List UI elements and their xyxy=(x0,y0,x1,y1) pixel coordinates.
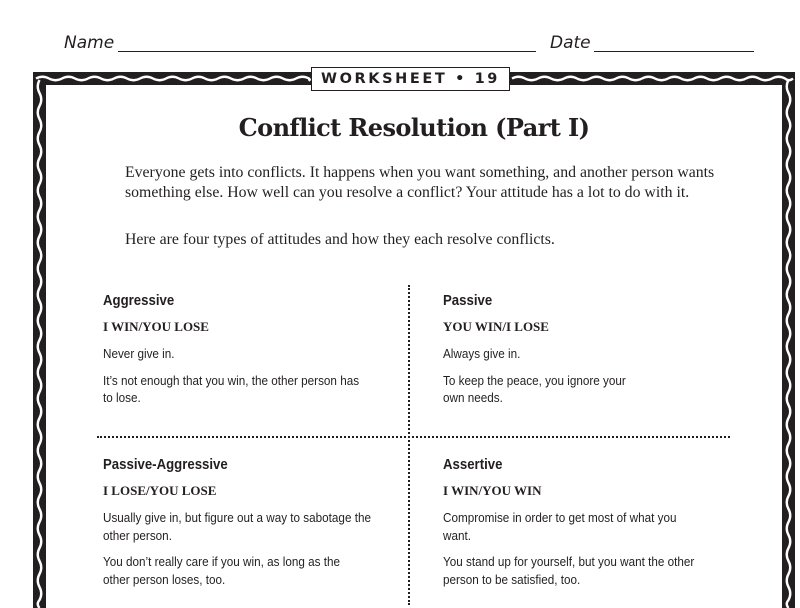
attitude-title: Passive xyxy=(443,292,493,309)
attitude-outcome: I LOSE/YOU LOSE xyxy=(103,483,217,498)
attitude-detail: You stand up for yourself, but you want the other person to be satisfied, too. xyxy=(443,554,695,587)
horizontal-divider xyxy=(97,436,730,438)
attitude-title: Aggressive xyxy=(103,292,175,309)
intro-paragraph-2: Here are four types of attitudes and how they each resolve conflicts. xyxy=(125,231,555,248)
vertical-divider xyxy=(408,285,410,605)
date-label: Date xyxy=(550,33,591,53)
attitude-outcome: YOU WIN/I LOSE xyxy=(443,319,549,334)
attitude-description: Never give in. xyxy=(103,346,175,361)
worksheet-badge: WORKSHEET • 19 xyxy=(311,67,510,91)
attitude-description: Usually give in, but figure out a way to sabotage the other person. xyxy=(103,510,371,543)
attitude-detail: To keep the peace, you ignore your own needs. xyxy=(443,372,626,405)
attitude-card-aggressive xyxy=(103,291,393,407)
page-title: Conflict Resolution (Part I) xyxy=(238,113,590,142)
attitude-detail: It’s not enough that you win, the other person has to lose. xyxy=(103,372,360,405)
attitude-outcome: I WIN/YOU LOSE xyxy=(103,319,209,334)
attitude-card-passive xyxy=(443,291,733,407)
attitude-title: Assertive xyxy=(443,456,503,473)
intro-paragraph: Everyone gets into conflicts. It happens when you want something, and another person wants something else. How well can you resolve a conflict? Your attitude has a lot to do with it. xyxy=(125,164,715,201)
attitude-card-passive-aggressive xyxy=(103,455,393,588)
attitude-title: Passive-Aggressive xyxy=(103,456,228,473)
attitude-outcome: I WIN/YOU WIN xyxy=(443,483,542,498)
attitude-description: Always give in. xyxy=(443,346,521,361)
attitude-card-assertive xyxy=(443,455,733,588)
attitude-description: Compromise in order to get most of what you want. xyxy=(443,510,677,543)
name-label: Name xyxy=(64,33,115,53)
attitude-detail: You don’t really care if you win, as long as the other person loses, too. xyxy=(103,554,340,587)
